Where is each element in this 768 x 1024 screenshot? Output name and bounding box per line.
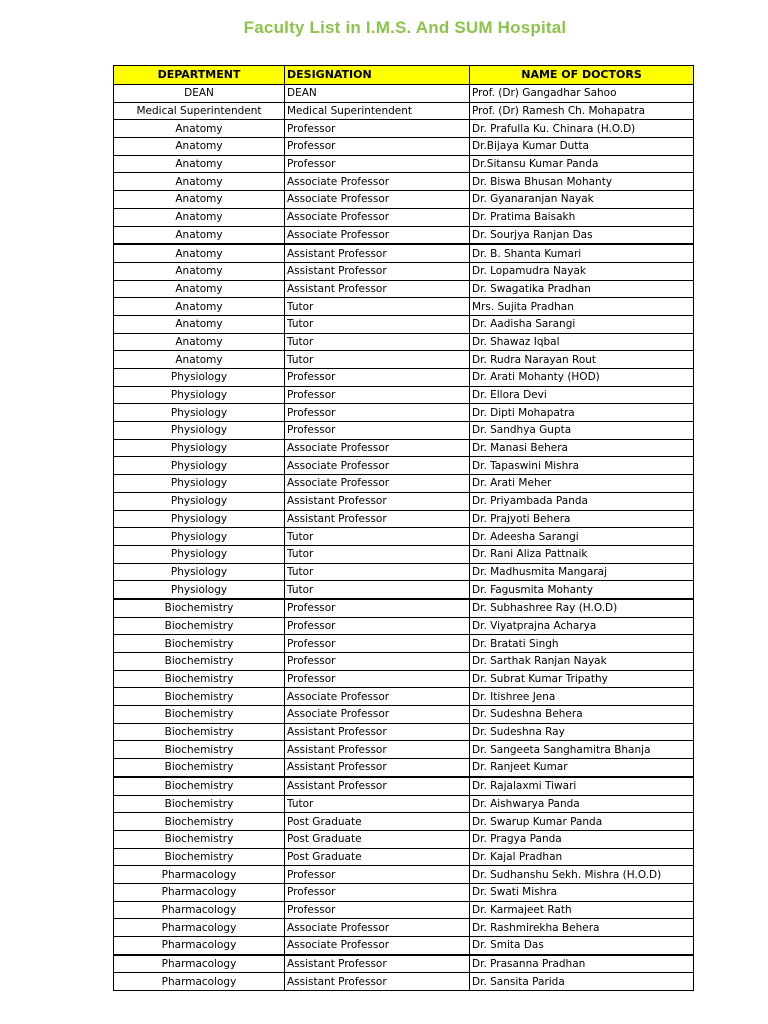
- cell-designation: Assistant Professor: [285, 759, 470, 777]
- cell-doctor-name: Dr. B. Shanta Kumari: [470, 244, 694, 262]
- cell-doctor-name: Dr. Rudra Narayan Rout: [470, 351, 694, 369]
- cell-designation: Assistant Professor: [285, 280, 470, 298]
- page-title: Faculty List in I.M.S. And SUM Hospital: [243, 18, 567, 37]
- cell-designation: Tutor: [285, 298, 470, 316]
- cell-department: Pharmacology: [114, 866, 285, 884]
- cell-doctor-name: Dr. Sarthak Ranjan Nayak: [470, 653, 694, 671]
- cell-designation: DEAN: [285, 85, 470, 103]
- cell-department: Biochemistry: [114, 830, 285, 848]
- cell-designation: Post Graduate: [285, 848, 470, 866]
- cell-doctor-name: Dr. Subhashree Ray (H.O.D): [470, 599, 694, 617]
- table-row: [114, 262, 694, 280]
- cell-doctor-name: Dr. Aishwarya Panda: [470, 795, 694, 813]
- table-row: [114, 120, 694, 138]
- cell-designation: Tutor: [285, 351, 470, 369]
- cell-department: Anatomy: [114, 244, 285, 262]
- cell-department: Physiology: [114, 369, 285, 387]
- table-row: [114, 599, 694, 617]
- cell-designation: Associate Professor: [285, 191, 470, 209]
- cell-designation: Associate Professor: [285, 475, 470, 493]
- cell-department: Physiology: [114, 492, 285, 510]
- table-row: [114, 351, 694, 369]
- cell-designation: Assistant Professor: [285, 244, 470, 262]
- cell-doctor-name: Dr. Madhusmita Mangaraj: [470, 563, 694, 581]
- cell-designation: Professor: [285, 155, 470, 173]
- cell-department: Physiology: [114, 439, 285, 457]
- cell-designation: Associate Professor: [285, 226, 470, 244]
- cell-doctor-name: Dr.Bijaya Kumar Dutta: [470, 138, 694, 156]
- cell-department: Biochemistry: [114, 653, 285, 671]
- cell-doctor-name: Dr. Kajal Pradhan: [470, 848, 694, 866]
- cell-department: Biochemistry: [114, 635, 285, 653]
- table-row: [114, 138, 694, 156]
- cell-designation: Professor: [285, 120, 470, 138]
- cell-designation: Associate Professor: [285, 173, 470, 191]
- cell-doctor-name: Dr. Priyambada Panda: [470, 492, 694, 510]
- cell-designation: Professor: [285, 670, 470, 688]
- table-row: [114, 298, 694, 316]
- cell-doctor-name: Dr. Ranjeet Kumar: [470, 759, 694, 777]
- cell-doctor-name: Dr. Ellora Devi: [470, 386, 694, 404]
- table-row: [114, 706, 694, 724]
- cell-designation: Medical Superintendent: [285, 102, 470, 120]
- cell-doctor-name: Dr. Karmajeet Rath: [470, 901, 694, 919]
- cell-doctor-name: Dr. Adeesha Sarangi: [470, 528, 694, 546]
- cell-designation: Professor: [285, 369, 470, 387]
- cell-department: Biochemistry: [114, 741, 285, 759]
- cell-doctor-name: Dr. Shawaz Iqbal: [470, 333, 694, 351]
- table-row: [114, 386, 694, 404]
- table-body: [114, 85, 694, 991]
- cell-doctor-name: Dr. Prajyoti Behera: [470, 510, 694, 528]
- cell-designation: Professor: [285, 617, 470, 635]
- cell-department: Biochemistry: [114, 670, 285, 688]
- table-row: [114, 369, 694, 387]
- cell-designation: Associate Professor: [285, 439, 470, 457]
- cell-doctor-name: Dr. Rani Aliza Pattnaik: [470, 545, 694, 563]
- cell-department: Biochemistry: [114, 759, 285, 777]
- cell-designation: Tutor: [285, 795, 470, 813]
- table-row: [114, 581, 694, 599]
- cell-department: Biochemistry: [114, 723, 285, 741]
- cell-doctor-name: Dr. Swati Mishra: [470, 883, 694, 901]
- table-row: [114, 901, 694, 919]
- cell-doctor-name: Mrs. Sujita Pradhan: [470, 298, 694, 316]
- cell-doctor-name: Dr. Arati Mohanty (HOD): [470, 369, 694, 387]
- cell-designation: Associate Professor: [285, 208, 470, 226]
- cell-doctor-name: Dr. Sudhanshu Sekh. Mishra (H.O.D): [470, 866, 694, 884]
- cell-doctor-name: Dr. Arati Meher: [470, 475, 694, 493]
- cell-doctor-name: Dr. Tapaswini Mishra: [470, 457, 694, 475]
- cell-doctor-name: Dr. Swagatika Pradhan: [470, 280, 694, 298]
- table-row: [114, 866, 694, 884]
- table-row: [114, 937, 694, 955]
- table-row: [114, 919, 694, 937]
- table-row: [114, 244, 694, 262]
- table-row: [114, 973, 694, 991]
- cell-department: Biochemistry: [114, 777, 285, 795]
- table-row: [114, 653, 694, 671]
- table-row: [114, 475, 694, 493]
- cell-department: Physiology: [114, 422, 285, 440]
- cell-department: Physiology: [114, 545, 285, 563]
- cell-designation: Tutor: [285, 563, 470, 581]
- cell-department: Anatomy: [114, 315, 285, 333]
- table-row: [114, 617, 694, 635]
- cell-department: Physiology: [114, 457, 285, 475]
- cell-department: Biochemistry: [114, 688, 285, 706]
- cell-department: Pharmacology: [114, 937, 285, 955]
- cell-doctor-name: Dr. Rashmirekha Behera: [470, 919, 694, 937]
- cell-designation: Post Graduate: [285, 830, 470, 848]
- cell-designation: Assistant Professor: [285, 492, 470, 510]
- cell-doctor-name: Dr. Subrat Kumar Tripathy: [470, 670, 694, 688]
- cell-department: Physiology: [114, 475, 285, 493]
- cell-designation: Tutor: [285, 581, 470, 599]
- cell-doctor-name: Dr. Sansita Parida: [470, 973, 694, 991]
- cell-department: Anatomy: [114, 333, 285, 351]
- cell-doctor-name: Prof. (Dr) Ramesh Ch. Mohapatra: [470, 102, 694, 120]
- cell-doctor-name: Dr. Itishree Jena: [470, 688, 694, 706]
- cell-doctor-name: Dr.Sitansu Kumar Panda: [470, 155, 694, 173]
- cell-designation: Professor: [285, 422, 470, 440]
- cell-designation: Professor: [285, 404, 470, 422]
- cell-doctor-name: Dr. Sudeshna Ray: [470, 723, 694, 741]
- cell-department: Physiology: [114, 528, 285, 546]
- cell-department: Anatomy: [114, 173, 285, 191]
- table-row: [114, 439, 694, 457]
- cell-department: Biochemistry: [114, 617, 285, 635]
- cell-department: Anatomy: [114, 298, 285, 316]
- cell-department: Pharmacology: [114, 919, 285, 937]
- faculty-table: [113, 65, 694, 991]
- cell-doctor-name: Dr. Gyanaranjan Nayak: [470, 191, 694, 209]
- cell-doctor-name: Dr. Prafulla Ku. Chinara (H.O.D): [470, 120, 694, 138]
- cell-designation: Professor: [285, 138, 470, 156]
- cell-designation: Professor: [285, 901, 470, 919]
- cell-doctor-name: Dr. Aadisha Sarangi: [470, 315, 694, 333]
- cell-doctor-name: Dr. Bratati Singh: [470, 635, 694, 653]
- table-row: [114, 492, 694, 510]
- cell-department: Physiology: [114, 581, 285, 599]
- table-row: [114, 315, 694, 333]
- cell-designation: Tutor: [285, 315, 470, 333]
- table-row: [114, 333, 694, 351]
- table-row: [114, 723, 694, 741]
- cell-designation: Professor: [285, 599, 470, 617]
- cell-doctor-name: Dr. Viyatprajna Acharya: [470, 617, 694, 635]
- table-row: [114, 85, 694, 103]
- cell-designation: Assistant Professor: [285, 741, 470, 759]
- table-row: [114, 422, 694, 440]
- cell-department: Physiology: [114, 404, 285, 422]
- cell-designation: Post Graduate: [285, 813, 470, 831]
- table-row: [114, 155, 694, 173]
- cell-doctor-name: Prof. (Dr) Gangadhar Sahoo: [470, 85, 694, 103]
- header-department: DEPARTMENT: [114, 66, 285, 85]
- cell-designation: Assistant Professor: [285, 510, 470, 528]
- cell-department: Biochemistry: [114, 706, 285, 724]
- cell-doctor-name: Dr. Pragya Panda: [470, 830, 694, 848]
- cell-department: Anatomy: [114, 120, 285, 138]
- table-row: [114, 226, 694, 244]
- table-row: [114, 830, 694, 848]
- header-designation: DESIGNATION: [285, 66, 470, 85]
- cell-department: Pharmacology: [114, 901, 285, 919]
- table-row: [114, 528, 694, 546]
- table-row: [114, 191, 694, 209]
- cell-designation: Professor: [285, 866, 470, 884]
- cell-department: Biochemistry: [114, 848, 285, 866]
- cell-doctor-name: Dr. Fagusmita Mohanty: [470, 581, 694, 599]
- cell-designation: Assistant Professor: [285, 973, 470, 991]
- cell-doctor-name: Dr. Rajalaxmi Tiwari: [470, 777, 694, 795]
- cell-designation: Tutor: [285, 333, 470, 351]
- table-row: [114, 635, 694, 653]
- table-row: [114, 545, 694, 563]
- table-row: [114, 102, 694, 120]
- cell-department: Physiology: [114, 563, 285, 581]
- cell-designation: Assistant Professor: [285, 262, 470, 280]
- table-row: [114, 795, 694, 813]
- cell-designation: Assistant Professor: [285, 723, 470, 741]
- table-row: [114, 848, 694, 866]
- cell-doctor-name: Dr. Swarup Kumar Panda: [470, 813, 694, 831]
- cell-department: Physiology: [114, 386, 285, 404]
- cell-doctor-name: Dr. Manasi Behera: [470, 439, 694, 457]
- cell-department: Biochemistry: [114, 813, 285, 831]
- cell-designation: Associate Professor: [285, 919, 470, 937]
- cell-department: Biochemistry: [114, 795, 285, 813]
- table-row: [114, 955, 694, 973]
- cell-department: Anatomy: [114, 208, 285, 226]
- cell-designation: Professor: [285, 883, 470, 901]
- cell-department: Pharmacology: [114, 955, 285, 973]
- cell-designation: Tutor: [285, 528, 470, 546]
- cell-designation: Tutor: [285, 545, 470, 563]
- table-row: [114, 741, 694, 759]
- cell-department: Anatomy: [114, 138, 285, 156]
- cell-department: Anatomy: [114, 226, 285, 244]
- header-row: [114, 66, 694, 85]
- table-row: [114, 457, 694, 475]
- cell-doctor-name: Dr. Dipti Mohapatra: [470, 404, 694, 422]
- cell-department: Pharmacology: [114, 883, 285, 901]
- cell-designation: Professor: [285, 635, 470, 653]
- cell-department: Anatomy: [114, 155, 285, 173]
- cell-designation: Associate Professor: [285, 688, 470, 706]
- cell-designation: Professor: [285, 386, 470, 404]
- cell-doctor-name: Dr. Smita Das: [470, 937, 694, 955]
- cell-designation: Associate Professor: [285, 457, 470, 475]
- cell-department: Biochemistry: [114, 599, 285, 617]
- table-header: [114, 66, 694, 85]
- cell-doctor-name: Dr. Sudeshna Behera: [470, 706, 694, 724]
- cell-department: Pharmacology: [114, 973, 285, 991]
- table-row: [114, 280, 694, 298]
- cell-designation: Professor: [285, 653, 470, 671]
- cell-designation: Assistant Professor: [285, 777, 470, 795]
- cell-department: Medical Superintendent: [114, 102, 285, 120]
- table-row: [114, 510, 694, 528]
- cell-designation: Associate Professor: [285, 937, 470, 955]
- header-name-of-doctors: NAME OF DOCTORS: [470, 66, 694, 85]
- table-row: [114, 813, 694, 831]
- cell-department: Physiology: [114, 510, 285, 528]
- cell-doctor-name: Dr. Prasanna Pradhan: [470, 955, 694, 973]
- table-row: [114, 208, 694, 226]
- table-row: [114, 777, 694, 795]
- cell-doctor-name: Dr. Sangeeta Sanghamitra Bhanja: [470, 741, 694, 759]
- cell-department: Anatomy: [114, 351, 285, 369]
- table-row: [114, 883, 694, 901]
- cell-department: DEAN: [114, 85, 285, 103]
- table-row: [114, 173, 694, 191]
- cell-department: Anatomy: [114, 280, 285, 298]
- cell-designation: Associate Professor: [285, 706, 470, 724]
- table-row: [114, 404, 694, 422]
- cell-doctor-name: Dr. Pratima Baisakh: [470, 208, 694, 226]
- cell-doctor-name: Dr. Lopamudra Nayak: [470, 262, 694, 280]
- cell-doctor-name: Dr. Sandhya Gupta: [470, 422, 694, 440]
- table-row: [114, 759, 694, 777]
- cell-department: Anatomy: [114, 191, 285, 209]
- table-row: [114, 670, 694, 688]
- cell-department: Anatomy: [114, 262, 285, 280]
- cell-designation: Assistant Professor: [285, 955, 470, 973]
- table-row: [114, 688, 694, 706]
- cell-doctor-name: Dr. Sourjya Ranjan Das: [470, 226, 694, 244]
- cell-doctor-name: Dr. Biswa Bhusan Mohanty: [470, 173, 694, 191]
- table-row: [114, 563, 694, 581]
